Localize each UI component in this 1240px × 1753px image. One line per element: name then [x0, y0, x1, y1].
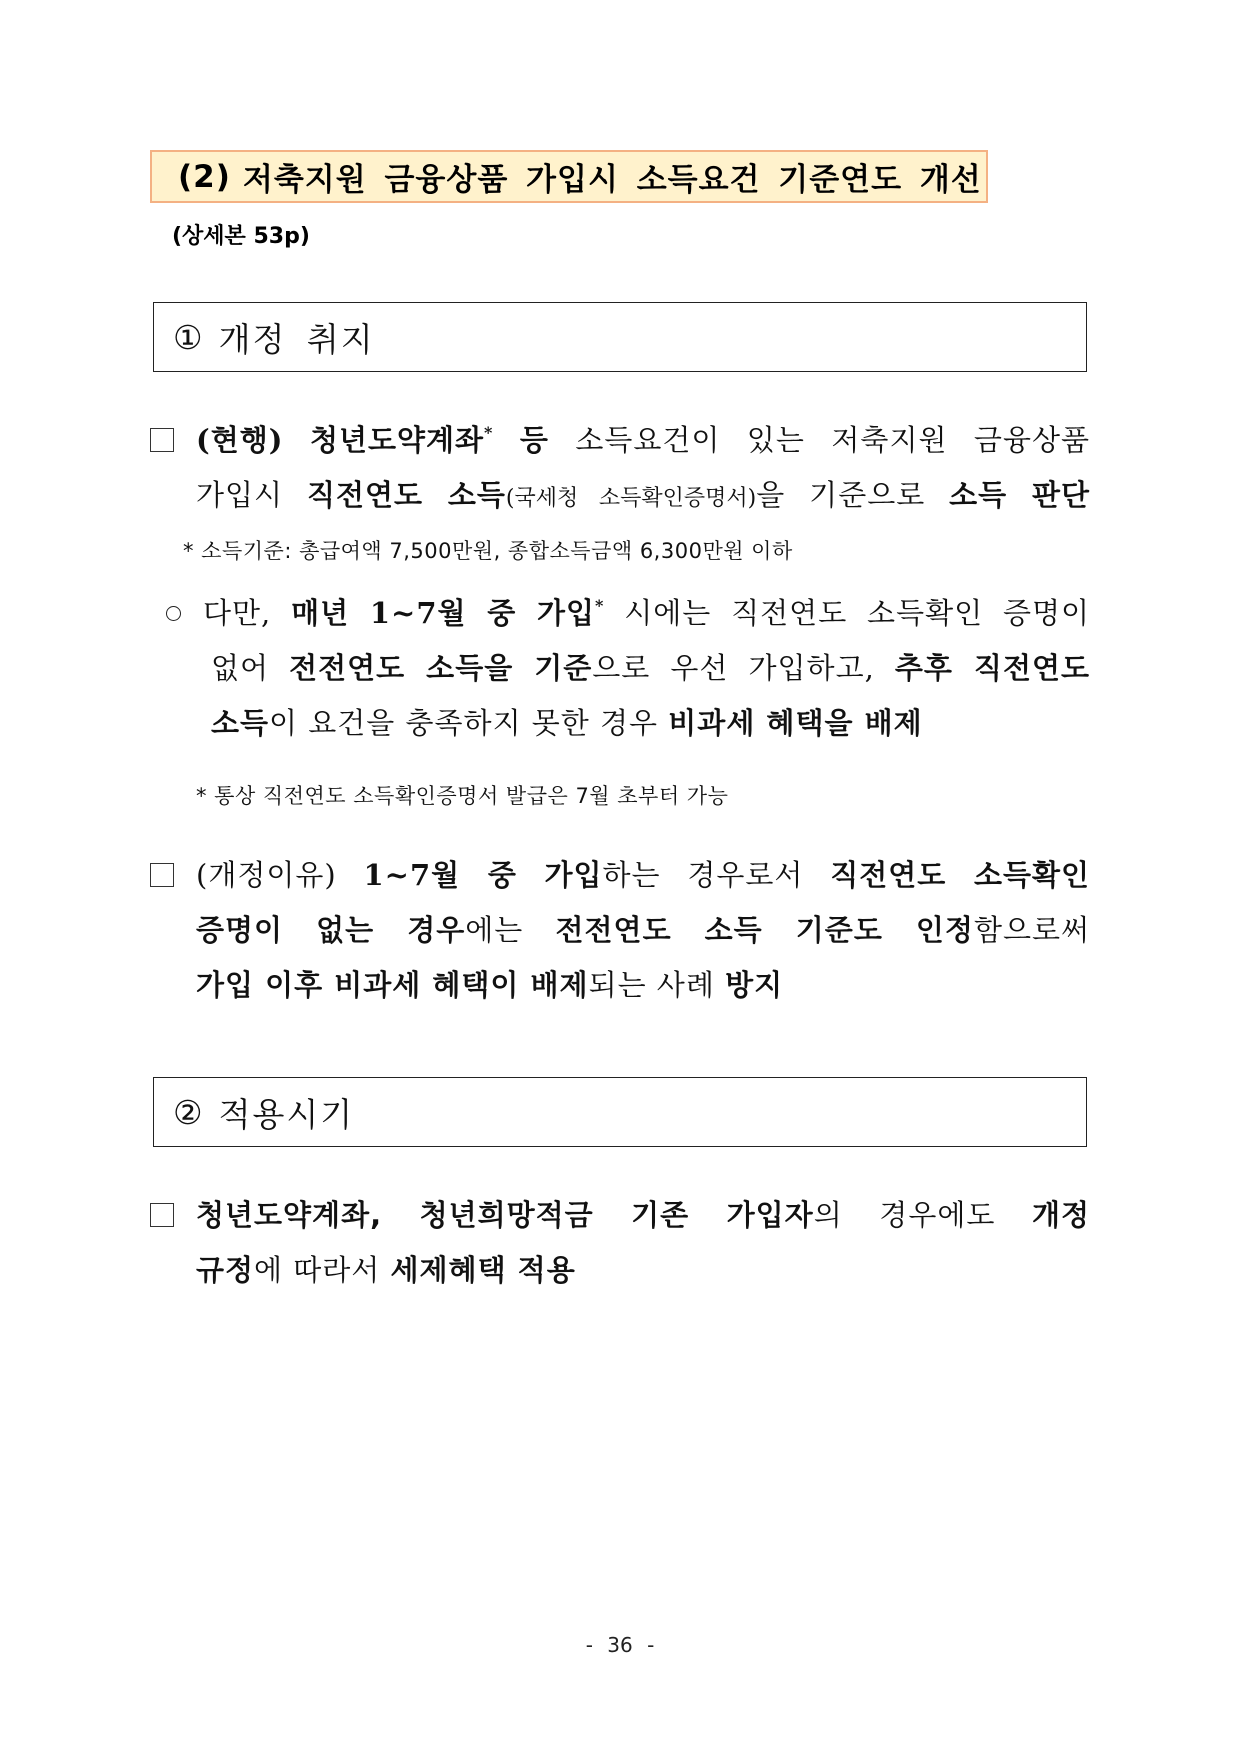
- heading-label: 개정 취지: [218, 319, 375, 359]
- bold-text: 개정: [1031, 1198, 1090, 1232]
- text: 소득요건이 있는 저축지원 금융상품: [575, 423, 1090, 457]
- text: 시에는 직전연도 소득확인 증명이: [624, 596, 1091, 630]
- bold-text: 소득 판단: [949, 478, 1091, 512]
- footnote-certificate: * 통상 직전연도 소득확인증명서 발급은 7월 초부터 가능: [196, 784, 729, 808]
- circle-bullet-icon: [166, 606, 181, 621]
- bold-text: 증명이 없는 경우: [196, 913, 466, 947]
- bold-text: 청년도약계좌, 청년희망적금 기존 가입자: [196, 1198, 814, 1232]
- bold-text: 전전연도 소득을 기준: [289, 651, 593, 685]
- heading-effective-date: [153, 1077, 1087, 1147]
- bold-text: 가입 이후 비과세 혜택이 배제: [196, 968, 589, 1002]
- bold-text: 규정: [196, 1253, 255, 1287]
- bold-text: 전전연도 소득 기준도 인정: [555, 913, 974, 947]
- tag-reason: (개정이유): [196, 858, 337, 892]
- section-title-number: (2): [178, 158, 231, 195]
- bold-text: 소득: [211, 706, 270, 740]
- bold-text: 청년도약계좌: [309, 423, 485, 457]
- paragraph-reason: [150, 848, 1090, 1013]
- detail-reference: (상세본 53p): [172, 224, 310, 249]
- bold-text: 직전연도 소득: [306, 478, 506, 512]
- text: 되는 사례: [588, 968, 715, 1002]
- footnote-marker: *: [595, 596, 605, 615]
- bold-text: 등: [519, 423, 549, 457]
- heading-number: ②: [173, 1092, 205, 1132]
- paragraph-application: [150, 1188, 1090, 1298]
- bold-text: 추후 직전연도: [894, 651, 1090, 685]
- paragraph-current: [150, 413, 1090, 526]
- text: 의 경우에도: [813, 1198, 996, 1232]
- text: 을 기준으로: [756, 478, 926, 512]
- page-number: - 36 -: [585, 1633, 655, 1657]
- heading-number: ①: [173, 317, 205, 357]
- small-text: (국세청 소득확인증명서): [505, 486, 757, 511]
- bold-text: 1~7월 중 가입: [363, 858, 603, 892]
- heading-purpose: [153, 302, 1087, 372]
- tag-current: (현행): [196, 423, 284, 457]
- text: 에 따라서: [254, 1253, 381, 1287]
- paragraph-however: [166, 586, 1090, 751]
- section-title-box: [150, 150, 988, 203]
- text: 다만,: [203, 596, 272, 630]
- bold-text: 세제혜택 적용: [390, 1253, 576, 1287]
- footnote-marker: *: [484, 423, 494, 442]
- text: 함으로써: [973, 913, 1091, 947]
- section-title-text: 저축지원 금융상품 가입시 소득요건 기준연도 개선: [242, 162, 982, 198]
- bold-text: 방지: [725, 968, 784, 1002]
- text: 으로 우선 가입하고,: [592, 651, 875, 685]
- bold-text: 비과세 혜택을 배제: [668, 706, 923, 740]
- bold-text: 매년 1~7월 중 가입: [291, 596, 596, 630]
- bold-text: 직전연도 소득확인: [830, 858, 1091, 892]
- checkbox-bullet-icon: [150, 1203, 174, 1227]
- checkbox-bullet-icon: [150, 428, 174, 452]
- footnote-income-criteria: * 소득기준: 총급여액 7,500만원, 종합소득금액 6,300만원 이하: [183, 539, 793, 563]
- text: 이 요건을 충족하지 못한 경우: [269, 706, 659, 740]
- checkbox-bullet-icon: [150, 863, 174, 887]
- text: 에는: [465, 913, 524, 947]
- text: 하는 경우로서: [602, 858, 804, 892]
- text: 가입시: [196, 478, 284, 512]
- text: 없어: [211, 651, 270, 685]
- heading-label: 적용시기: [218, 1094, 355, 1134]
